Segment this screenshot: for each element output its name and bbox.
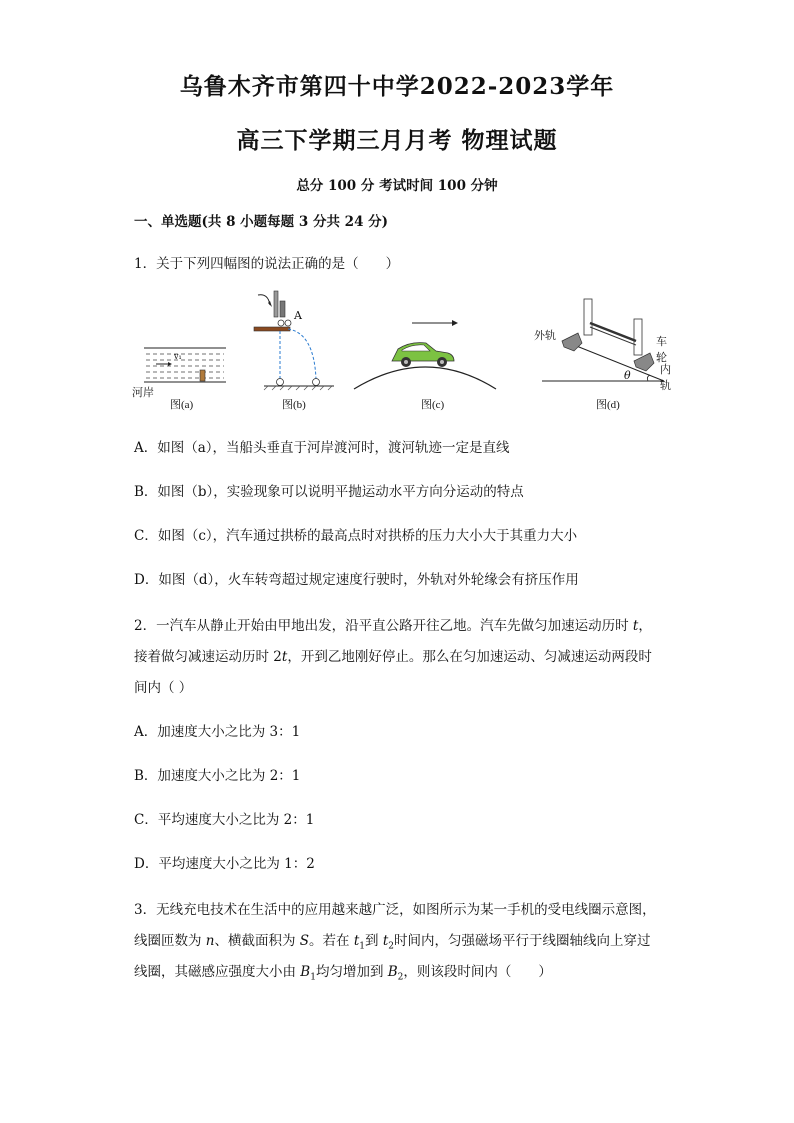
q1-option-a: A．如图（a），当船头垂直于河岸渡河时，渡河轨迹一定是直线 (134, 440, 510, 456)
q1-stem: 1．关于下列四幅图的说法正确的是（ ） (134, 256, 400, 272)
figure-c-car-bridge (352, 305, 497, 393)
section-heading: 一、单选题(共 8 小题每题 3 分共 24 分) (134, 214, 389, 230)
q2-option-c: C．平均速度大小之比为 2：1 (134, 812, 315, 828)
q2-stem-line2: 接着做匀减速运动历时 2t，开到乙地刚好停止。那么在匀加速运动、匀减速运动两段时 (134, 649, 652, 665)
figure-a-velocity-label: v₁ (174, 352, 182, 361)
figure-c-caption: 图(c) (421, 399, 445, 411)
q2-option-a: A．加速度大小之比为 3：1 (134, 724, 301, 740)
figure-b-point-label: A (294, 309, 302, 322)
q2-stem-line1: 2．一汽车从静止开始由甲地出发，沿平直公路开往乙地。汽车先做匀加速运动历时 t， (134, 618, 652, 634)
figure-d-caption: 图(d) (596, 399, 620, 411)
q1-option-d: D．如图（d），火车转弯超过规定速度行驶时，外轨对外轮缘会有挤压作用 (134, 572, 579, 588)
figure-d-wheel-label: 车轮 (656, 335, 667, 364)
figure-d-inner-rail-label: 内轨 (660, 363, 671, 392)
figure-b-apparatus (246, 285, 356, 393)
figure-a-caption: 图(a) (170, 399, 194, 411)
figure-b-caption: 图(b) (282, 399, 306, 411)
figure-a-riverbank-label: 河岸 (132, 386, 154, 399)
q2-option-b: B．加速度大小之比为 2：1 (134, 768, 301, 784)
q1-figures (134, 285, 674, 415)
figure-d-outer-rail-label: 外轨 (534, 329, 556, 342)
q2-stem-line3: 间内（ ） (134, 680, 193, 696)
q3-stem-line3: 线圈，其磁感应强度大小由 $B_1$均匀增加到 $B_2$，则该段时间内（ ） (134, 964, 552, 983)
page-title-line2: 高三下学期三月月考 物理试题 (236, 127, 558, 154)
q2-option-d: D．平均速度大小之比为 1：2 (134, 856, 315, 872)
q1-option-b: B．如图（b），实验现象可以说明平抛运动水平方向分运动的特点 (134, 484, 524, 500)
q3-stem-line2: 线圈匝数为 n、横截面积为 S。若在 $t_1$到 $t_2$时间内，匀强磁场平行于线圈轴线向上穿过 (134, 933, 651, 952)
figure-d-angle-label: θ (624, 369, 631, 382)
q3-stem-line1: 3．无线充电技术在生活中的应用越来越广泛，如图所示为某一手机的受电线圈示意图， (134, 902, 656, 918)
exam-info: 总分 100 分 考试时间 100 分钟 (296, 178, 498, 194)
q1-option-c: C．如图（c），汽车通过拱桥的最高点时对拱桥的压力大小大于其重力大小 (134, 528, 578, 544)
page-title-line1: 乌鲁木齐市第四十中学2022-2023学年 (179, 73, 615, 100)
